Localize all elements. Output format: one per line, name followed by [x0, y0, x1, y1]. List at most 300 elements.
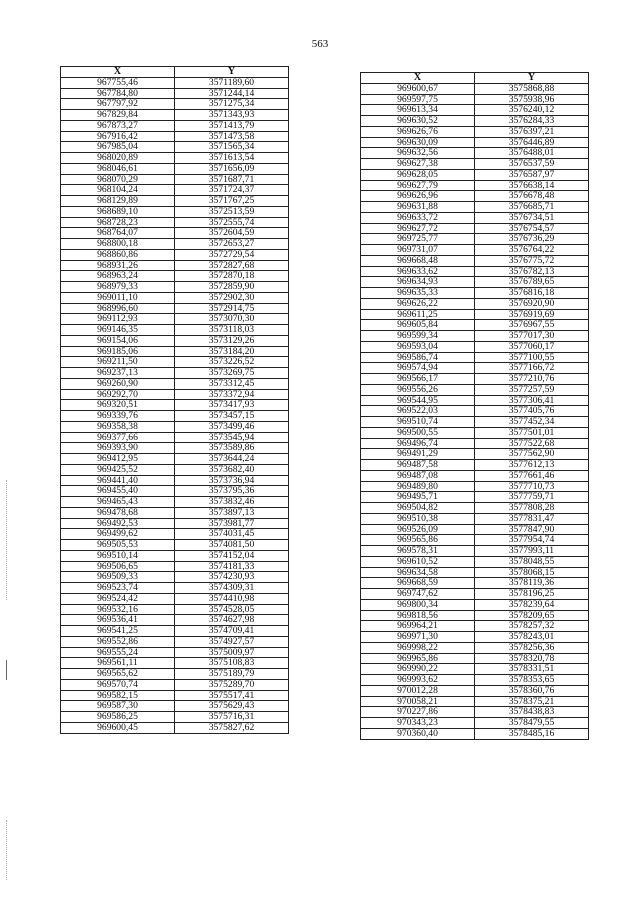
x-value-cell: 967916,42 [61, 131, 175, 142]
x-value-cell: 969496,74 [361, 438, 475, 449]
right-table-body [361, 83, 589, 739]
x-value-cell: 970058,21 [361, 696, 475, 707]
table-row [61, 712, 289, 723]
y-value-cell: 3576240,12 [475, 105, 589, 116]
y-value-cell: 3574152,04 [175, 550, 289, 561]
x-value-cell: 968046,61 [61, 163, 175, 174]
y-value-cell: 3575517,41 [175, 690, 289, 701]
y-value-cell: 3571275,34 [175, 99, 289, 110]
x-value-cell: 969487,58 [361, 460, 475, 471]
x-value-cell: 969971,30 [361, 632, 475, 643]
x-value-cell: 970360,40 [361, 728, 475, 739]
y-value-cell: 3574081,50 [175, 540, 289, 551]
y-value-cell: 3578485,16 [475, 728, 589, 739]
y-value-cell: 3576638,14 [475, 180, 589, 191]
y-value-cell: 3572729,54 [175, 249, 289, 260]
table-row [361, 341, 589, 352]
left-table-body [61, 77, 289, 733]
x-value-cell: 969506,65 [61, 561, 175, 572]
x-value-cell: 969586,25 [61, 712, 175, 723]
table-row [361, 481, 589, 492]
table-row [361, 137, 589, 148]
x-value-cell: 969993,62 [361, 675, 475, 686]
y-value-cell: 3573269,75 [175, 368, 289, 379]
x-value-cell: 969635,33 [361, 288, 475, 299]
y-value-cell: 3577522,68 [475, 438, 589, 449]
x-value-cell: 969627,79 [361, 180, 475, 191]
x-value-cell: 967829,84 [61, 110, 175, 121]
x-value-cell: 969478,68 [61, 507, 175, 518]
y-value-cell: 3573417,93 [175, 400, 289, 411]
x-value-cell: 969599,34 [361, 331, 475, 342]
table-row [361, 503, 589, 514]
table-row [361, 94, 589, 105]
y-value-cell: 3573372,94 [175, 389, 289, 400]
y-value-cell: 3577306,41 [475, 395, 589, 406]
y-value-cell: 3573589,86 [175, 443, 289, 454]
table-row [61, 475, 289, 486]
table-row [361, 417, 589, 428]
x-value-cell: 969492,53 [61, 518, 175, 529]
y-value-cell: 3573795,36 [175, 486, 289, 497]
table-row [61, 550, 289, 561]
x-value-cell: 969544,95 [361, 395, 475, 406]
y-value-cell: 3576967,55 [475, 320, 589, 331]
table-row [61, 497, 289, 508]
y-value-cell: 3573644,24 [175, 454, 289, 465]
x-value-cell: 969011,10 [61, 292, 175, 303]
table-row [361, 126, 589, 137]
table-row [361, 556, 589, 567]
x-value-cell: 969818,56 [361, 610, 475, 621]
x-value-cell: 969600,67 [361, 83, 475, 94]
table-row [361, 384, 589, 395]
table-row [61, 389, 289, 400]
table-row [61, 314, 289, 325]
y-value-cell: 3576397,21 [475, 126, 589, 137]
table-row [61, 411, 289, 422]
x-value-cell: 969626,22 [361, 298, 475, 309]
table-row [361, 589, 589, 600]
x-value-cell: 969541,25 [61, 626, 175, 637]
y-value-cell: 3575108,83 [175, 658, 289, 669]
y-value-cell: 3572653,27 [175, 239, 289, 250]
y-value-cell: 3578438,83 [475, 707, 589, 718]
table-row [361, 621, 589, 632]
y-value-cell: 3573070,30 [175, 314, 289, 325]
table-row [61, 701, 289, 712]
table-row [361, 83, 589, 94]
column-header-x: X [61, 67, 175, 78]
table-row [361, 223, 589, 234]
y-value-cell: 3573545,94 [175, 432, 289, 443]
y-value-cell: 3578375,21 [475, 696, 589, 707]
x-value-cell: 969630,09 [361, 137, 475, 148]
y-value-cell: 3578320,78 [475, 653, 589, 664]
table-row [361, 567, 589, 578]
table-row [61, 507, 289, 518]
table-row [361, 105, 589, 116]
left-coordinate-table [60, 66, 289, 734]
y-value-cell: 3572604,59 [175, 228, 289, 239]
x-value-cell: 969489,80 [361, 481, 475, 492]
table-row [361, 718, 589, 729]
y-value-cell: 3577831,47 [475, 513, 589, 524]
y-value-cell: 3573184,20 [175, 346, 289, 357]
table-row [61, 239, 289, 250]
table-row [361, 288, 589, 299]
y-value-cell: 3577017,30 [475, 331, 589, 342]
x-value-cell: 969593,04 [361, 341, 475, 352]
table-row [361, 664, 589, 675]
table-row [61, 77, 289, 88]
y-value-cell: 3578196,25 [475, 589, 589, 600]
table-row [361, 212, 589, 223]
y-value-cell: 3578331,51 [475, 664, 589, 675]
x-value-cell: 969731,07 [361, 245, 475, 256]
x-value-cell: 968104,24 [61, 185, 175, 196]
table-row [361, 685, 589, 696]
y-value-cell: 3574309,31 [175, 583, 289, 594]
x-value-cell: 969570,74 [61, 679, 175, 690]
x-value-cell: 968996,60 [61, 303, 175, 314]
y-value-cell: 3576736,29 [475, 234, 589, 245]
x-value-cell: 969600,45 [61, 722, 175, 733]
table-row [361, 202, 589, 213]
y-value-cell: 3574230,93 [175, 572, 289, 583]
y-value-cell: 3577166,72 [475, 363, 589, 374]
y-value-cell: 3572914,75 [175, 303, 289, 314]
x-value-cell: 969536,41 [61, 615, 175, 626]
x-value-cell: 968963,24 [61, 271, 175, 282]
x-value-cell: 969393,90 [61, 443, 175, 454]
table-row [61, 529, 289, 540]
table-row [361, 116, 589, 127]
x-value-cell: 969510,38 [361, 513, 475, 524]
table-row [361, 331, 589, 342]
scan-edge-mark [6, 660, 8, 680]
table-row [61, 454, 289, 465]
y-value-cell: 3578119,36 [475, 578, 589, 589]
x-value-cell: 969633,62 [361, 266, 475, 277]
y-value-cell: 3576537,59 [475, 159, 589, 170]
x-value-cell: 969552,86 [61, 636, 175, 647]
table-row [61, 110, 289, 121]
x-value-cell: 970343,23 [361, 718, 475, 729]
x-value-cell: 969441,40 [61, 475, 175, 486]
table-row [361, 309, 589, 320]
table-header-row [61, 67, 289, 78]
table-row [61, 690, 289, 701]
x-value-cell: 970012,28 [361, 685, 475, 696]
x-value-cell: 968728,23 [61, 217, 175, 228]
table-row [361, 180, 589, 191]
x-value-cell: 969605,84 [361, 320, 475, 331]
table-row [61, 378, 289, 389]
x-value-cell: 967755,46 [61, 77, 175, 88]
y-value-cell: 3577405,76 [475, 406, 589, 417]
y-value-cell: 3573457,15 [175, 411, 289, 422]
table-row [61, 142, 289, 153]
table-row [361, 255, 589, 266]
y-value-cell: 3573981,77 [175, 518, 289, 529]
y-value-cell: 3578256,36 [475, 642, 589, 653]
table-row [361, 148, 589, 159]
y-value-cell: 3577100,55 [475, 352, 589, 363]
y-value-cell: 3572555,74 [175, 217, 289, 228]
y-value-cell: 3571565,34 [175, 142, 289, 153]
x-value-cell: 969668,59 [361, 578, 475, 589]
table-row [361, 707, 589, 718]
table-row [61, 228, 289, 239]
x-value-cell: 967784,80 [61, 88, 175, 99]
table-row [61, 679, 289, 690]
table-row [61, 658, 289, 669]
y-value-cell: 3576488,01 [475, 148, 589, 159]
table-row [61, 443, 289, 454]
x-value-cell: 969586,74 [361, 352, 475, 363]
table-row [361, 234, 589, 245]
x-value-cell: 969627,72 [361, 223, 475, 234]
table-row [361, 363, 589, 374]
x-value-cell: 969499,62 [61, 529, 175, 540]
y-value-cell: 3574927,57 [175, 636, 289, 647]
table-row [61, 88, 289, 99]
x-value-cell: 969965,86 [361, 653, 475, 664]
table-row [361, 492, 589, 503]
y-value-cell: 3574031,45 [175, 529, 289, 540]
table-row [361, 546, 589, 557]
y-value-cell: 3576678,48 [475, 191, 589, 202]
x-value-cell: 969613,34 [361, 105, 475, 116]
y-value-cell: 3573499,46 [175, 421, 289, 432]
x-value-cell: 969500,55 [361, 427, 475, 438]
table-row [361, 298, 589, 309]
y-value-cell: 3576734,51 [475, 212, 589, 223]
x-value-cell: 969556,26 [361, 384, 475, 395]
x-value-cell: 969260,90 [61, 378, 175, 389]
x-value-cell: 969597,75 [361, 94, 475, 105]
y-value-cell: 3577993,11 [475, 546, 589, 557]
x-value-cell: 968800,18 [61, 239, 175, 250]
y-value-cell: 3577562,90 [475, 449, 589, 460]
y-value-cell: 3572513,59 [175, 206, 289, 217]
x-value-cell: 969154,06 [61, 335, 175, 346]
table-row [61, 421, 289, 432]
y-value-cell: 3575189,79 [175, 669, 289, 680]
x-value-cell: 969532,16 [61, 604, 175, 615]
y-value-cell: 3577847,90 [475, 524, 589, 535]
x-value-cell: 969526,09 [361, 524, 475, 535]
y-value-cell: 3577452,34 [475, 417, 589, 428]
x-value-cell: 969561,11 [61, 658, 175, 669]
table-row [361, 449, 589, 460]
table-row [61, 583, 289, 594]
x-value-cell: 969747,62 [361, 589, 475, 600]
table-row [61, 163, 289, 174]
x-value-cell: 969504,82 [361, 503, 475, 514]
y-value-cell: 3571473,58 [175, 131, 289, 142]
x-value-cell: 969668,48 [361, 255, 475, 266]
table-row [361, 696, 589, 707]
table-row [361, 245, 589, 256]
column-header-y: Y [475, 73, 589, 84]
x-value-cell: 969578,31 [361, 546, 475, 557]
x-value-cell: 969377,66 [61, 432, 175, 443]
table-header-row [361, 73, 589, 84]
y-value-cell: 3571343,93 [175, 110, 289, 121]
right-coordinate-table [360, 72, 589, 740]
y-value-cell: 3576816,18 [475, 288, 589, 299]
x-value-cell: 969610,52 [361, 556, 475, 567]
table-row [61, 153, 289, 164]
x-value-cell: 969631,88 [361, 202, 475, 213]
table-row [61, 636, 289, 647]
x-value-cell: 969626,76 [361, 126, 475, 137]
table-row [61, 593, 289, 604]
x-value-cell: 969800,34 [361, 599, 475, 610]
table-row [61, 282, 289, 293]
table-row [361, 728, 589, 739]
table-row [61, 217, 289, 228]
table-row [361, 438, 589, 449]
x-value-cell: 969611,25 [361, 309, 475, 320]
x-value-cell: 968979,33 [61, 282, 175, 293]
x-value-cell: 969964,21 [361, 621, 475, 632]
x-value-cell: 967797,92 [61, 99, 175, 110]
y-value-cell: 3573312,45 [175, 378, 289, 389]
y-value-cell: 3577210,76 [475, 374, 589, 385]
y-value-cell: 3571724,37 [175, 185, 289, 196]
x-value-cell: 969505,53 [61, 540, 175, 551]
x-value-cell: 969412,95 [61, 454, 175, 465]
scan-edge-mark [6, 480, 8, 600]
y-value-cell: 3578360,76 [475, 685, 589, 696]
x-value-cell: 969566,17 [361, 374, 475, 385]
x-value-cell: 969555,24 [61, 647, 175, 658]
x-value-cell: 969634,93 [361, 277, 475, 288]
table-row [361, 642, 589, 653]
y-value-cell: 3577060,17 [475, 341, 589, 352]
table-row [61, 540, 289, 551]
x-value-cell: 969491,29 [361, 449, 475, 460]
table-row [361, 535, 589, 546]
x-value-cell: 969185,06 [61, 346, 175, 357]
x-value-cell: 969487,08 [361, 470, 475, 481]
y-value-cell: 3577612,13 [475, 460, 589, 471]
table-row [61, 271, 289, 282]
table-row [61, 561, 289, 572]
y-value-cell: 3573832,46 [175, 497, 289, 508]
y-value-cell: 3577501,01 [475, 427, 589, 438]
y-value-cell: 3576446,89 [475, 137, 589, 148]
table-row [361, 266, 589, 277]
y-value-cell: 3571687,71 [175, 174, 289, 185]
x-value-cell: 969574,94 [361, 363, 475, 374]
y-value-cell: 3576587,97 [475, 169, 589, 180]
y-value-cell: 3572902,30 [175, 292, 289, 303]
x-value-cell: 969990,22 [361, 664, 475, 675]
x-value-cell: 969510,14 [61, 550, 175, 561]
table-row [361, 675, 589, 686]
y-value-cell: 3575868,88 [475, 83, 589, 94]
y-value-cell: 3576685,71 [475, 202, 589, 213]
y-value-cell: 3571189,60 [175, 77, 289, 88]
y-value-cell: 3578239,64 [475, 599, 589, 610]
y-value-cell: 3576789,65 [475, 277, 589, 288]
y-value-cell: 3576920,90 [475, 298, 589, 309]
scan-edge-mark [6, 820, 8, 880]
y-value-cell: 3576919,69 [475, 309, 589, 320]
x-value-cell: 969455,40 [61, 486, 175, 497]
table-row [361, 470, 589, 481]
table-row [361, 427, 589, 438]
x-value-cell: 969339,76 [61, 411, 175, 422]
x-value-cell: 968020,89 [61, 153, 175, 164]
table-row [361, 159, 589, 170]
table-row [61, 604, 289, 615]
x-value-cell: 969634,58 [361, 567, 475, 578]
x-value-cell: 969633,72 [361, 212, 475, 223]
y-value-cell: 3577257,59 [475, 384, 589, 395]
x-value-cell: 969524,42 [61, 593, 175, 604]
y-value-cell: 3576782,13 [475, 266, 589, 277]
x-value-cell: 969358,38 [61, 421, 175, 432]
y-value-cell: 3576764,22 [475, 245, 589, 256]
x-value-cell: 969509,33 [61, 572, 175, 583]
y-value-cell: 3577710,73 [475, 481, 589, 492]
table-row [61, 647, 289, 658]
table-row [361, 653, 589, 664]
y-value-cell: 3578243,01 [475, 632, 589, 643]
x-value-cell: 969320,51 [61, 400, 175, 411]
table-row [61, 325, 289, 336]
y-value-cell: 3575289,70 [175, 679, 289, 690]
table-row [361, 599, 589, 610]
y-value-cell: 3574410,98 [175, 593, 289, 604]
y-value-cell: 3574181,33 [175, 561, 289, 572]
table-row [61, 432, 289, 443]
y-value-cell: 3576284,33 [475, 116, 589, 127]
x-value-cell: 968764,07 [61, 228, 175, 239]
y-value-cell: 3577808,28 [475, 503, 589, 514]
y-value-cell: 3573118,03 [175, 325, 289, 336]
table-row [61, 174, 289, 185]
table-row [61, 131, 289, 142]
y-value-cell: 3576775,72 [475, 255, 589, 266]
y-value-cell: 3572870,18 [175, 271, 289, 282]
table-row [361, 610, 589, 621]
x-value-cell: 969495,71 [361, 492, 475, 503]
x-value-cell: 969237,13 [61, 368, 175, 379]
table-row [361, 395, 589, 406]
x-value-cell: 967985,04 [61, 142, 175, 153]
y-value-cell: 3573226,52 [175, 357, 289, 368]
x-value-cell: 968129,89 [61, 196, 175, 207]
y-value-cell: 3574627,98 [175, 615, 289, 626]
y-value-cell: 3578068,15 [475, 567, 589, 578]
table-row [61, 196, 289, 207]
table-row [61, 464, 289, 475]
table-row [61, 357, 289, 368]
y-value-cell: 3575716,31 [175, 712, 289, 723]
table-row [61, 260, 289, 271]
table-row [61, 626, 289, 637]
table-row [61, 303, 289, 314]
table-row [361, 277, 589, 288]
table-row [361, 374, 589, 385]
x-value-cell: 968931,26 [61, 260, 175, 271]
